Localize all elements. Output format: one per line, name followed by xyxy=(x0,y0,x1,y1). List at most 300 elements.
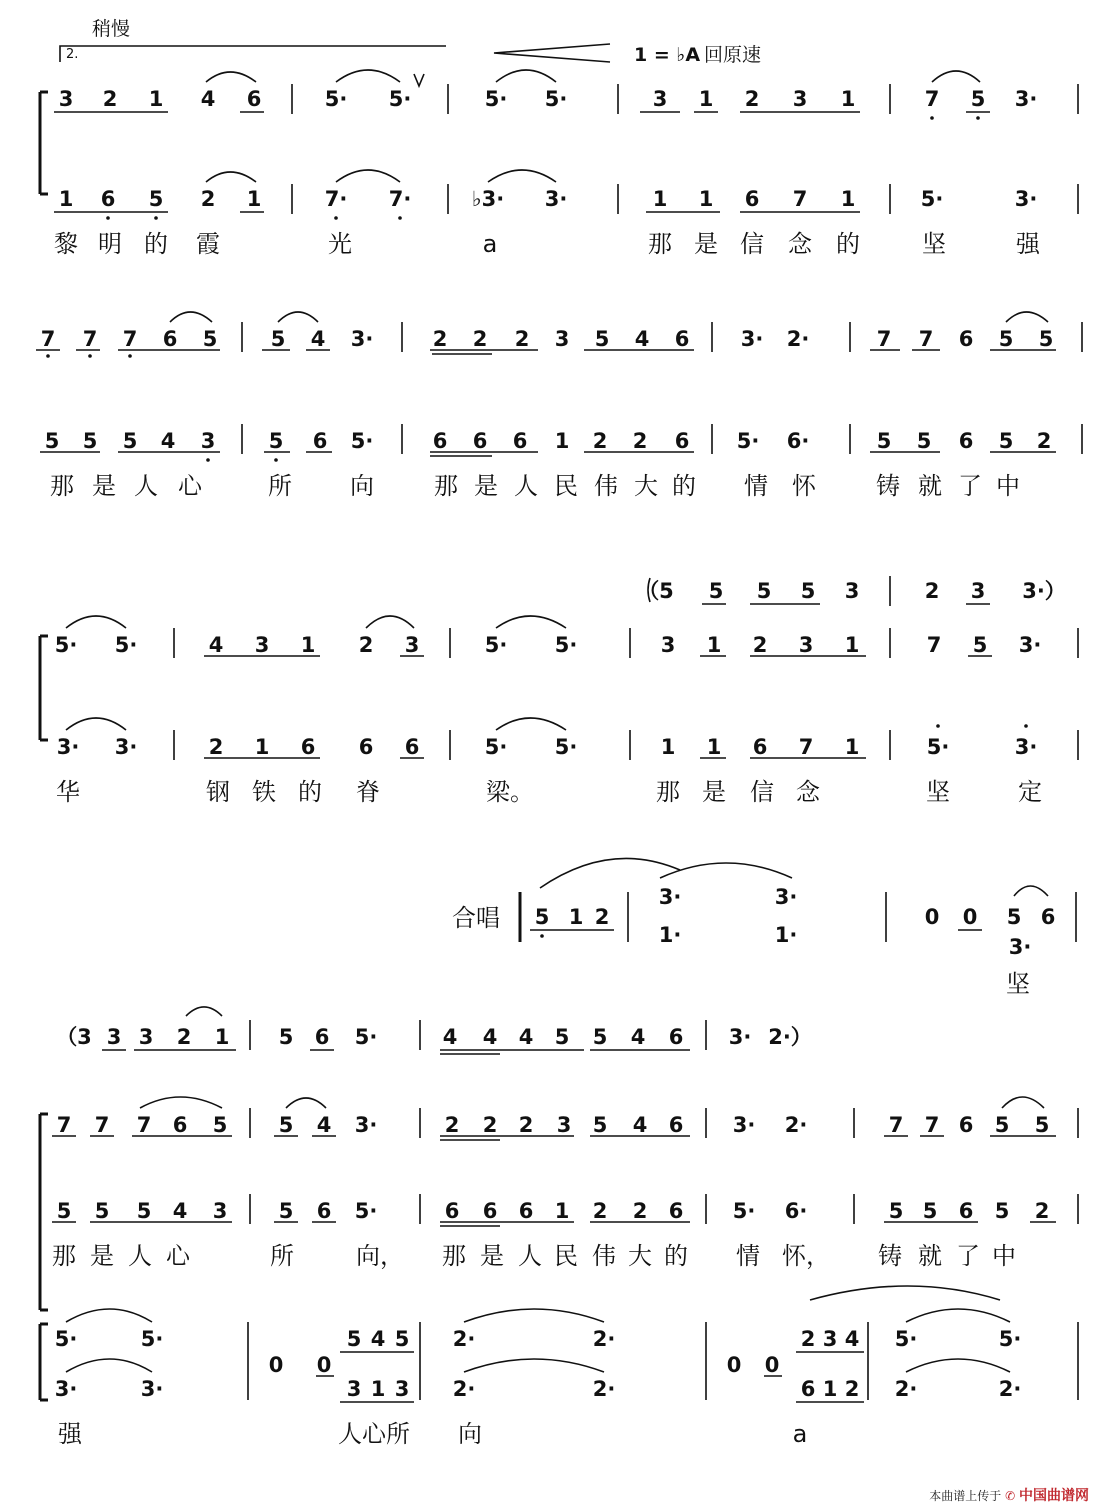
note: 5· xyxy=(388,87,412,111)
note: 6 xyxy=(172,1113,188,1137)
note: 5 xyxy=(94,1199,110,1223)
barlines xyxy=(292,84,1078,114)
note: 5· xyxy=(732,1199,756,1223)
lyric: 人 xyxy=(514,472,538,500)
lyric: 信 xyxy=(740,230,764,258)
lyric: 那 xyxy=(648,230,672,258)
note: 2 xyxy=(482,1113,498,1137)
note: 3· xyxy=(54,1377,78,1401)
interlude-note: 5 xyxy=(708,579,724,603)
note: 1· xyxy=(658,923,682,947)
note: 7 xyxy=(918,327,934,351)
note: 7 xyxy=(888,1113,904,1137)
note: 5 xyxy=(346,1327,362,1351)
note: 3 xyxy=(822,1327,838,1351)
note: 3 xyxy=(394,1377,410,1401)
note: 0 xyxy=(924,905,940,929)
note: 6· xyxy=(784,1199,808,1223)
note: 1 xyxy=(370,1377,386,1401)
lyric: 强 xyxy=(1016,230,1040,258)
lyric: 人 xyxy=(134,472,158,500)
volta-label: 2. xyxy=(66,47,79,62)
note: 7 xyxy=(926,633,942,657)
note: 2 xyxy=(744,87,760,111)
lyric: 情 xyxy=(736,1242,760,1270)
note: 5 xyxy=(594,327,610,351)
lyric: 伟 xyxy=(594,472,618,500)
lyric: 那 xyxy=(52,1242,76,1270)
note: 3· xyxy=(1014,87,1038,111)
note: 7 xyxy=(56,1113,72,1137)
note: 5· xyxy=(484,633,508,657)
note: 3· xyxy=(544,187,568,211)
note: 1 xyxy=(246,187,262,211)
barlines xyxy=(242,424,1082,454)
note: 2 xyxy=(208,735,224,759)
lyric: 念 xyxy=(796,778,820,806)
note: 2 xyxy=(844,1377,860,1401)
note: 5 xyxy=(278,1113,294,1137)
note: 2 xyxy=(592,429,608,453)
note: 2· xyxy=(592,1327,616,1351)
note: 3· xyxy=(1018,633,1042,657)
chorus-label: 合唱 xyxy=(452,904,500,932)
note: 5 xyxy=(994,1199,1010,1223)
lyric: 是 xyxy=(474,472,498,500)
note: 7 xyxy=(122,327,138,351)
interlude-note: 3 xyxy=(844,579,860,603)
interlude-note: 2·） xyxy=(768,1025,812,1049)
note: 2· xyxy=(452,1377,476,1401)
note: 6 xyxy=(358,735,374,759)
note: 2 xyxy=(518,1113,534,1137)
interlude-note: 4 xyxy=(630,1025,646,1049)
note: 2 xyxy=(1036,429,1052,453)
barlines xyxy=(242,322,1082,352)
interlude-note: 4 xyxy=(518,1025,534,1049)
note: 2· xyxy=(998,1377,1022,1401)
note: 5· xyxy=(484,87,508,111)
lyric: 光 xyxy=(328,230,352,258)
note: 5 xyxy=(278,1199,294,1223)
note: 3· xyxy=(658,885,682,909)
tempo-marking-slow: 稍慢 xyxy=(92,18,131,40)
lyric: 黎 xyxy=(54,230,78,258)
note: 3 xyxy=(254,633,270,657)
note: 4 xyxy=(172,1199,188,1223)
note: 1 xyxy=(706,633,722,657)
note: 5 xyxy=(916,429,932,453)
note: 4 xyxy=(200,87,216,111)
beam-lines xyxy=(316,1352,864,1402)
barlines xyxy=(292,184,1078,214)
note: 1 xyxy=(58,187,74,211)
note: 5· xyxy=(54,1327,78,1351)
note: 6 xyxy=(432,429,448,453)
interlude-note: 5 xyxy=(592,1025,608,1049)
lyric: 人心所 xyxy=(338,1420,410,1448)
lyric: 坚 xyxy=(926,778,950,806)
interlude-note: 2 xyxy=(176,1025,192,1049)
interlude-note: 5 xyxy=(756,579,772,603)
brand-logo-icon: ✆ xyxy=(1005,1489,1016,1503)
interlude-note: 4 xyxy=(442,1025,458,1049)
note: 6 xyxy=(312,429,328,453)
lyric: 怀 xyxy=(792,472,816,500)
note: 5· xyxy=(894,1327,918,1351)
note: 6 xyxy=(958,327,974,351)
note: 3· xyxy=(732,1113,756,1137)
note: 6 xyxy=(958,1113,974,1137)
system-bracket xyxy=(40,636,48,740)
note: 5 xyxy=(876,429,892,453)
note: 2 xyxy=(1034,1199,1050,1223)
note: 7 xyxy=(792,187,808,211)
lyric: 是 xyxy=(702,778,726,806)
slurs xyxy=(206,170,556,182)
lyric: 心 xyxy=(178,472,202,500)
lyric: 中 xyxy=(992,1242,1016,1270)
lyric: 那 xyxy=(656,778,680,806)
slurs xyxy=(186,1007,222,1016)
note: 5 xyxy=(268,429,284,453)
interlude-note: （5 xyxy=(638,579,674,603)
note: 2 xyxy=(432,327,448,351)
note: 6· xyxy=(786,429,810,453)
note: 6 xyxy=(1040,905,1056,929)
note: 1 xyxy=(698,187,714,211)
note: 5· xyxy=(926,735,950,759)
barlines xyxy=(250,1020,706,1050)
note: 6 xyxy=(482,1199,498,1223)
barlines xyxy=(628,892,1076,942)
note: 5 xyxy=(592,1113,608,1137)
note: 4 xyxy=(844,1327,860,1351)
lyric: 民 xyxy=(554,1242,578,1270)
slurs xyxy=(170,312,1048,322)
paren xyxy=(648,578,650,602)
lyric: 大 xyxy=(634,472,658,500)
system-bracket xyxy=(40,1114,48,1310)
note: 2 xyxy=(514,327,530,351)
lyric: 华 xyxy=(56,778,80,806)
note: 5 xyxy=(972,633,988,657)
note: 4 xyxy=(310,327,326,351)
slurs xyxy=(540,858,1048,896)
note: ♭3· xyxy=(471,187,505,211)
footer xyxy=(929,1485,1089,1505)
note: 5 xyxy=(888,1199,904,1223)
lyric: 的 xyxy=(672,472,696,500)
lyric: 就 xyxy=(918,472,942,500)
lyric: 铸 xyxy=(876,472,900,500)
note: 5 xyxy=(44,429,60,453)
lyric: 那 xyxy=(442,1242,466,1270)
note: 5 xyxy=(922,1199,938,1223)
note: 2 xyxy=(102,87,118,111)
lyric: 向 xyxy=(350,472,374,500)
note: 5 xyxy=(148,187,164,211)
note: 7 xyxy=(924,1113,940,1137)
note: 7 xyxy=(82,327,98,351)
note: 5 xyxy=(56,1199,72,1223)
interlude-note: 6 xyxy=(668,1025,684,1049)
note: 5 xyxy=(994,1113,1010,1137)
barlines xyxy=(174,628,1078,658)
note: 6 xyxy=(668,1199,684,1223)
note: 6 xyxy=(800,1377,816,1401)
note: 4 xyxy=(316,1113,332,1137)
note: 7 xyxy=(136,1113,152,1137)
lyric: 是 xyxy=(480,1242,504,1270)
note: 6 xyxy=(518,1199,534,1223)
note: 5 xyxy=(82,429,98,453)
lyric: 民 xyxy=(554,472,578,500)
note: 2· xyxy=(784,1113,808,1137)
interlude-note: 3 xyxy=(138,1025,154,1049)
brand-name[interactable]: 中国曲谱网 xyxy=(1019,1488,1089,1504)
lyric: 的 xyxy=(836,230,860,258)
note: 3 xyxy=(660,633,676,657)
lyric: 怀， xyxy=(782,1242,830,1270)
note: 1 xyxy=(568,905,584,929)
lyric: 是 xyxy=(694,230,718,258)
note: 5· xyxy=(554,633,578,657)
lyric: 铸 xyxy=(878,1242,902,1270)
note: 7 xyxy=(94,1113,110,1137)
barlines xyxy=(174,730,1078,760)
octave-dots xyxy=(46,116,1028,938)
barlines xyxy=(248,1322,1078,1400)
note: 4 xyxy=(632,1113,648,1137)
note: 6 xyxy=(246,87,262,111)
note: 6 xyxy=(300,735,316,759)
lyric: 人 xyxy=(518,1242,542,1270)
note: 5 xyxy=(970,87,986,111)
beam-lines xyxy=(36,350,1056,354)
note: 5· xyxy=(484,735,508,759)
note: 7 xyxy=(40,327,56,351)
beam-lines xyxy=(102,1050,690,1054)
barlines xyxy=(250,1194,1078,1224)
lyric: 明 xyxy=(98,230,122,258)
interlude-note: 5· xyxy=(354,1025,378,1049)
note: 3 xyxy=(652,87,668,111)
lyric: a xyxy=(792,1420,808,1448)
note: 5 xyxy=(998,429,1014,453)
note: 2 xyxy=(444,1113,460,1137)
note: 5· xyxy=(554,735,578,759)
lyric: 脊 xyxy=(356,778,380,806)
lyric: 中 xyxy=(996,472,1020,500)
note: 6 xyxy=(472,429,488,453)
volta-bracket xyxy=(60,46,446,62)
slurs xyxy=(66,718,566,730)
note: 5 xyxy=(998,327,1014,351)
lyric: 念 xyxy=(788,230,812,258)
interlude-note: 5 xyxy=(278,1025,294,1049)
interlude-note: 3 xyxy=(970,579,986,603)
note: 1 xyxy=(840,87,856,111)
note: 5· xyxy=(736,429,760,453)
lyric: 了 xyxy=(958,472,982,500)
lyric: 大 xyxy=(628,1242,652,1270)
note: 2 xyxy=(752,633,768,657)
note: 7· xyxy=(388,187,412,211)
note: 3 xyxy=(554,327,570,351)
lyric: 向 xyxy=(458,1420,482,1448)
tempo-marking-restore: 回原速 xyxy=(704,44,762,66)
note: 4 xyxy=(634,327,650,351)
lyric: 那 xyxy=(434,472,458,500)
note: 6 xyxy=(674,429,690,453)
interlude-note: 3·） xyxy=(1022,579,1066,603)
note: 3· xyxy=(140,1377,164,1401)
breath-mark xyxy=(414,74,424,86)
note: 2· xyxy=(894,1377,918,1401)
note: 2 xyxy=(200,187,216,211)
lyric: 的 xyxy=(298,778,322,806)
slurs xyxy=(66,616,566,628)
note: 2 xyxy=(592,1199,608,1223)
note: 6 xyxy=(668,1113,684,1137)
note: 0 xyxy=(268,1353,284,1377)
interlude-note: （3 xyxy=(56,1025,92,1049)
lyric: 向， xyxy=(356,1242,404,1270)
lyric: 了 xyxy=(956,1242,980,1270)
lyric: 所 xyxy=(268,472,292,500)
note: 2 xyxy=(594,905,610,929)
note: 5 xyxy=(270,327,286,351)
note: 1 xyxy=(822,1377,838,1401)
lyric: 铁 xyxy=(252,778,276,806)
note: 0 xyxy=(316,1353,332,1377)
lyric: 是 xyxy=(92,472,116,500)
note: 5 xyxy=(202,327,218,351)
lyric: 坚 xyxy=(922,230,946,258)
lyric: a xyxy=(482,230,498,258)
note: 1 xyxy=(698,87,714,111)
note: 6 xyxy=(404,735,420,759)
slurs xyxy=(206,70,980,82)
note: 6 xyxy=(162,327,178,351)
note: 5 xyxy=(1038,327,1054,351)
note: 3 xyxy=(58,87,74,111)
note: 5 xyxy=(122,429,138,453)
note: 0 xyxy=(764,1353,780,1377)
note: 1 xyxy=(706,735,722,759)
system-bracket xyxy=(40,1324,48,1400)
lyric: 强 xyxy=(58,1420,82,1448)
note: 6 xyxy=(744,187,760,211)
note: 4 xyxy=(208,633,224,657)
interlude-note: 5 xyxy=(800,579,816,603)
beam-lines xyxy=(52,1136,1056,1140)
note: 1 xyxy=(844,735,860,759)
note: 2· xyxy=(452,1327,476,1351)
interlude-note: 3· xyxy=(728,1025,752,1049)
note: 1 xyxy=(148,87,164,111)
note: 5· xyxy=(350,429,374,453)
beam-lines xyxy=(40,452,1056,456)
interlude-note: 2 xyxy=(924,579,940,603)
note: 1 xyxy=(652,187,668,211)
note: 2 xyxy=(472,327,488,351)
interlude-note: 3 xyxy=(106,1025,122,1049)
note: 3 xyxy=(404,633,420,657)
note: 5 xyxy=(1006,905,1022,929)
note: 2· xyxy=(786,327,810,351)
note: 3· xyxy=(350,327,374,351)
barlines xyxy=(250,1108,1078,1138)
note: 6 xyxy=(674,327,690,351)
note: 3· xyxy=(774,885,798,909)
note: 3 xyxy=(212,1199,228,1223)
lyric: 霞 xyxy=(196,230,220,258)
lyric: 那 xyxy=(50,472,74,500)
lyric: 伟 xyxy=(592,1242,616,1270)
note: 1 xyxy=(660,735,676,759)
note: 5· xyxy=(920,187,944,211)
lyric: 定 xyxy=(1018,778,1042,806)
lyric: 的 xyxy=(144,230,168,258)
note: 3 xyxy=(346,1377,362,1401)
key-signature: 1 = ♭A xyxy=(634,44,701,66)
note: 7 xyxy=(798,735,814,759)
note: 0 xyxy=(962,905,978,929)
note: 2 xyxy=(800,1327,816,1351)
note: 6 xyxy=(512,429,528,453)
lyric: 梁。 xyxy=(486,778,534,806)
note: 7 xyxy=(876,327,892,351)
note: 2 xyxy=(632,429,648,453)
lyric: 信 xyxy=(750,778,774,806)
lyric: 心 xyxy=(166,1242,190,1270)
interlude-note: 6 xyxy=(314,1025,330,1049)
note: 6 xyxy=(752,735,768,759)
note: 5· xyxy=(140,1327,164,1351)
note: 5 xyxy=(212,1113,228,1137)
note: 2 xyxy=(632,1199,648,1223)
lyric: 的 xyxy=(664,1242,688,1270)
lyric: 人 xyxy=(128,1242,152,1270)
note: 6 xyxy=(100,187,116,211)
note: 2· xyxy=(592,1377,616,1401)
footer-upload-text: 本曲谱上传于 xyxy=(929,1489,1002,1503)
note: 5· xyxy=(324,87,348,111)
note: 7· xyxy=(324,187,348,211)
note: 5· xyxy=(998,1327,1022,1351)
note: 6 xyxy=(958,429,974,453)
note: 3· xyxy=(740,327,764,351)
note: 1 xyxy=(300,633,316,657)
note: 2 xyxy=(358,633,374,657)
note: 4 xyxy=(160,429,176,453)
interlude-note: 5 xyxy=(554,1025,570,1049)
note: 7 xyxy=(924,87,940,111)
note: 3 xyxy=(200,429,216,453)
note: 3· xyxy=(114,735,138,759)
interlude-note: 4 xyxy=(482,1025,498,1049)
note: 1 xyxy=(840,187,856,211)
note: 6 xyxy=(316,1199,332,1223)
lyric: 钢 xyxy=(206,778,230,806)
note: 5· xyxy=(114,633,138,657)
note: 5 xyxy=(534,905,550,929)
note: 3 xyxy=(792,87,808,111)
lyric: 情 xyxy=(744,472,768,500)
note: 1· xyxy=(774,923,798,947)
